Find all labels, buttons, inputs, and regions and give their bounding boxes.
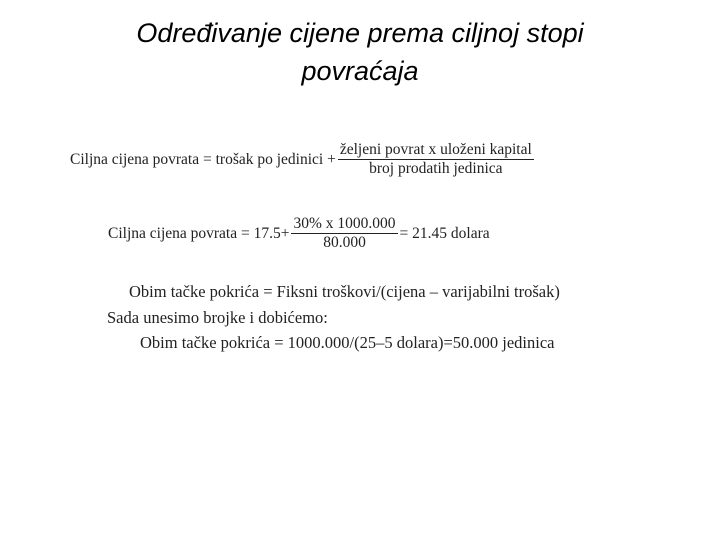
calculation-lhs: Ciljna cijena povrata = 17.5+ — [108, 224, 290, 242]
target-return-formula-lhs: Ciljna cijena povrata = trošak po jedinici + — [70, 150, 336, 168]
target-return-fraction — [338, 142, 534, 178]
calculation-fraction — [291, 216, 397, 252]
target-return-numerator: željeni povrat x uloženi kapital — [338, 142, 534, 160]
calculation-denominator: 80.000 — [323, 234, 366, 252]
slide-title — [40, 14, 680, 90]
break-even-formula: Obim tačke pokrića = Fiksni troškovi/(cijena – varijabilni trošak) — [129, 282, 560, 301]
slide-title-line-2: povraćaja — [301, 56, 419, 86]
break-even-result: Obim tačke pokrića = 1000.000/(25–5 dolara)=50.000 jedinica — [140, 333, 555, 352]
calculation-result: = 21.45 dolara — [399, 224, 490, 242]
target-return-formula — [70, 142, 536, 178]
slide-title-line-1: Određivanje cijene prema ciljnoj stopi — [136, 18, 584, 48]
instruction-text: Sada unesimo brojke i dobićemo: — [107, 308, 328, 327]
target-return-denominator: broj prodatih jedinica — [369, 160, 503, 178]
target-return-calculation — [108, 216, 490, 252]
calculation-numerator: 30% x 1000.000 — [291, 216, 397, 234]
